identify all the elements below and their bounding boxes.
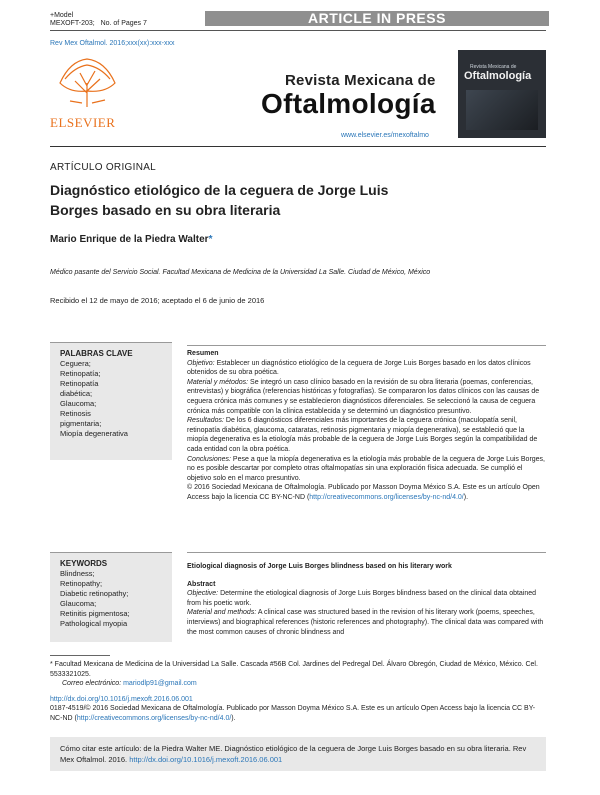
resumen-conclusiones: Conclusiones: Pese a que la miopía degenerativa es la etiología más probable de la ceguera de Jorge Luis Borges, no es posible descartar por completo otras oftalmopatías sin una exploración física adecuada. Se cumplió el objetivo solo en el marco presuntivo. xyxy=(187,455,546,482)
abstract-heading: Abstract xyxy=(187,580,216,588)
keyword-item: Retinosis xyxy=(60,409,91,418)
footnote xyxy=(50,660,546,723)
cover-title: Oftalmología xyxy=(464,70,532,82)
keyword-item: Diabetic retinopathy; xyxy=(60,589,129,598)
keyword-item: Retinopatía xyxy=(60,379,99,388)
title-line2: Borges basado en su obra literaria xyxy=(50,202,281,218)
header-rule xyxy=(50,30,546,31)
citation-doi-link[interactable]: http://dx.doi.org/10.1016/j.mexoft.2016.06.001 xyxy=(129,755,283,764)
keyword-item: Blindness; xyxy=(60,569,95,578)
title-line1: Diagnóstico etiológico de la ceguera de Jorge Luis xyxy=(50,182,389,198)
elsevier-logo xyxy=(50,53,125,130)
footnote-rule xyxy=(50,655,110,656)
keyword-item: diabética; xyxy=(60,389,93,398)
journal-url[interactable]: www.elsevier.es/mexoftalmo xyxy=(341,132,429,139)
issn-line: 0187-4519/© 2016 Sociedad Mexicana de Oftalmología. Publicado por Masson Doyma México S.A. Este es un artículo Open Access bajo la licencia CC BY-NC-ND (http://creativecommons.org/licenses/by-nc-nd/4.0/). xyxy=(50,705,536,722)
article-title xyxy=(50,180,470,220)
citation-text: Cómo citar este artículo: de la Piedra Walter ME. Diagnóstico etiológico de la ceguera de Jorge Luis Borges basado en su obra literaria. Rev Mex Oftalmol. 2016. xyxy=(60,744,527,764)
page-count: No. of Pages 7 xyxy=(100,20,147,27)
section-label: ARTÍCULO ORIGINAL xyxy=(50,162,157,173)
journal-reference[interactable]: Rev Mex Oftalmol. 2016;xxx(xx):xxx-xxx xyxy=(50,40,175,47)
keyword-item: Retinopatía; xyxy=(60,369,101,378)
doi-link[interactable]: http://dx.doi.org/10.1016/j.mexoft.2016.06.001 xyxy=(50,695,193,703)
keyword-item: Retinitis pigmentosa; xyxy=(60,609,130,618)
journal-cover-image: Revista Mexicana de Oftalmología xyxy=(458,50,546,138)
received-dates: Recibido el 12 de mayo de 2016; aceptado el 6 de junio de 2016 xyxy=(50,296,265,305)
citation-box xyxy=(50,737,546,771)
abstract-objective: Objective: Determine the etiological diagnosis of Jorge Luis Borges blindness based on the clinical data obtained from his poetic work. xyxy=(187,590,537,607)
resumen-heading: Resumen xyxy=(187,350,219,357)
tree-icon xyxy=(50,53,125,109)
journal-title-line1: Revista Mexicana de xyxy=(285,72,436,89)
publisher-name: ELSEVIER xyxy=(50,115,116,130)
journal-title-line2: Oftalmología xyxy=(261,88,436,119)
author-footnote-link[interactable]: * xyxy=(208,234,213,245)
license-link[interactable]: http://creativecommons.org/licenses/by-nc-nd/4.0/ xyxy=(309,493,464,501)
resumen-copyright: © 2016 Sociedad Mexicana de Oftalmología. Publicado por Masson Doyma México S.A. Este es un artículo Open Access bajo la licencia CC BY-NC-ND (http://creativecommons.org/licenses/by-nc-nd/4.0/). xyxy=(187,484,540,501)
footnote-address: * Facultad Mexicana de Medicina de la Universidad La Salle. Cascada #56B Col. Jardines del Pedregal Del. Álvaro Obregón, Ciudad de México, México. Cel. 5533321025. xyxy=(50,661,538,678)
keyword-item: Ceguera; xyxy=(60,359,91,368)
resumen-resultados: Resultados: De los 6 diagnósticos diferenciales más importantes de la ceguera crónica (maculopatía senil, retinopatía diabética, glaucoma, cataratas, retinosis pigmentaria y miopía degenerativa), se estableció que la miopía degenerativa es la etiología más probable de la ceguera de Jorge Luis Borges según la compatibilidad de cada entidad con la obra poética. xyxy=(187,417,538,453)
abstract-rule xyxy=(187,552,546,553)
article-code: MEXOFT-203; xyxy=(50,20,95,27)
resumen-rule xyxy=(187,345,546,346)
keywords-en-heading: KEYWORDS xyxy=(60,559,108,568)
keyword-item: Pathological myopia xyxy=(60,619,128,628)
header-meta xyxy=(50,12,147,28)
email-link[interactable]: mariodlp91@gmail.com xyxy=(123,680,197,687)
keyword-item: pigmentaria; xyxy=(60,419,102,428)
english-title: Etiological diagnosis of Jorge Luis Borges blindness based on his literary work xyxy=(187,563,452,570)
abstract-methods: Material and methods: A clinical case was structured based in the revision of his literary work (poems, speeches, interviews) and biographical references (historic references and photography). The clinical data was compared with the most common causes of chronic blindness and xyxy=(187,609,544,636)
keywords-es-heading: PALABRAS CLAVE xyxy=(60,349,133,358)
affiliation: Médico pasante del Servicio Social. Facultad Mexicana de Medicina de la Universidad La Salle. Ciudad de México, México xyxy=(50,269,431,276)
article-in-press-banner: ARTICLE IN PRESS xyxy=(205,11,549,26)
resumen-block xyxy=(187,349,546,503)
footnote-license-link[interactable]: http://creativecommons.org/licenses/by-nc-nd/4.0/ xyxy=(76,714,232,722)
footnote-email: Correo electrónico: mariodlp91@gmail.com xyxy=(62,680,197,687)
model-tag: +Model xyxy=(50,12,74,19)
keyword-item: Miopía degenerativa xyxy=(60,429,128,438)
author-text: Mario Enrique de la Piedra Walter xyxy=(50,234,209,245)
keyword-item: Glaucoma; xyxy=(60,399,97,408)
keyword-item: Retinopathy; xyxy=(60,579,103,588)
resumen-objetivo: Objetivo: Establecer un diagnóstico etiológico de la ceguera de Jorge Luis Borges basado en los datos clínicos obtenidos de su obra poética. xyxy=(187,359,531,377)
keywords-en-box xyxy=(50,552,172,642)
keyword-item: Glaucoma; xyxy=(60,599,97,608)
keywords-es-box xyxy=(50,342,172,460)
resumen-metodos: Material y métodos: Se integró un caso clínico basado en la revisión de su obra literaria (poemas, conferencias, entrevistas) y biográfica (referencias históricas y fotografías). Se compararon los datos clínicos con las causas de ceguera crónica más comunes y se establecieron diagnósticos diferenciales. Se seleccionó la causa de ceguera crónica más compatible con la clínica establecida y se determinó un diagnóstico presuntivo. xyxy=(187,378,540,415)
masthead-rule xyxy=(50,146,546,147)
author-name xyxy=(50,234,212,245)
abstract-block xyxy=(187,562,546,637)
